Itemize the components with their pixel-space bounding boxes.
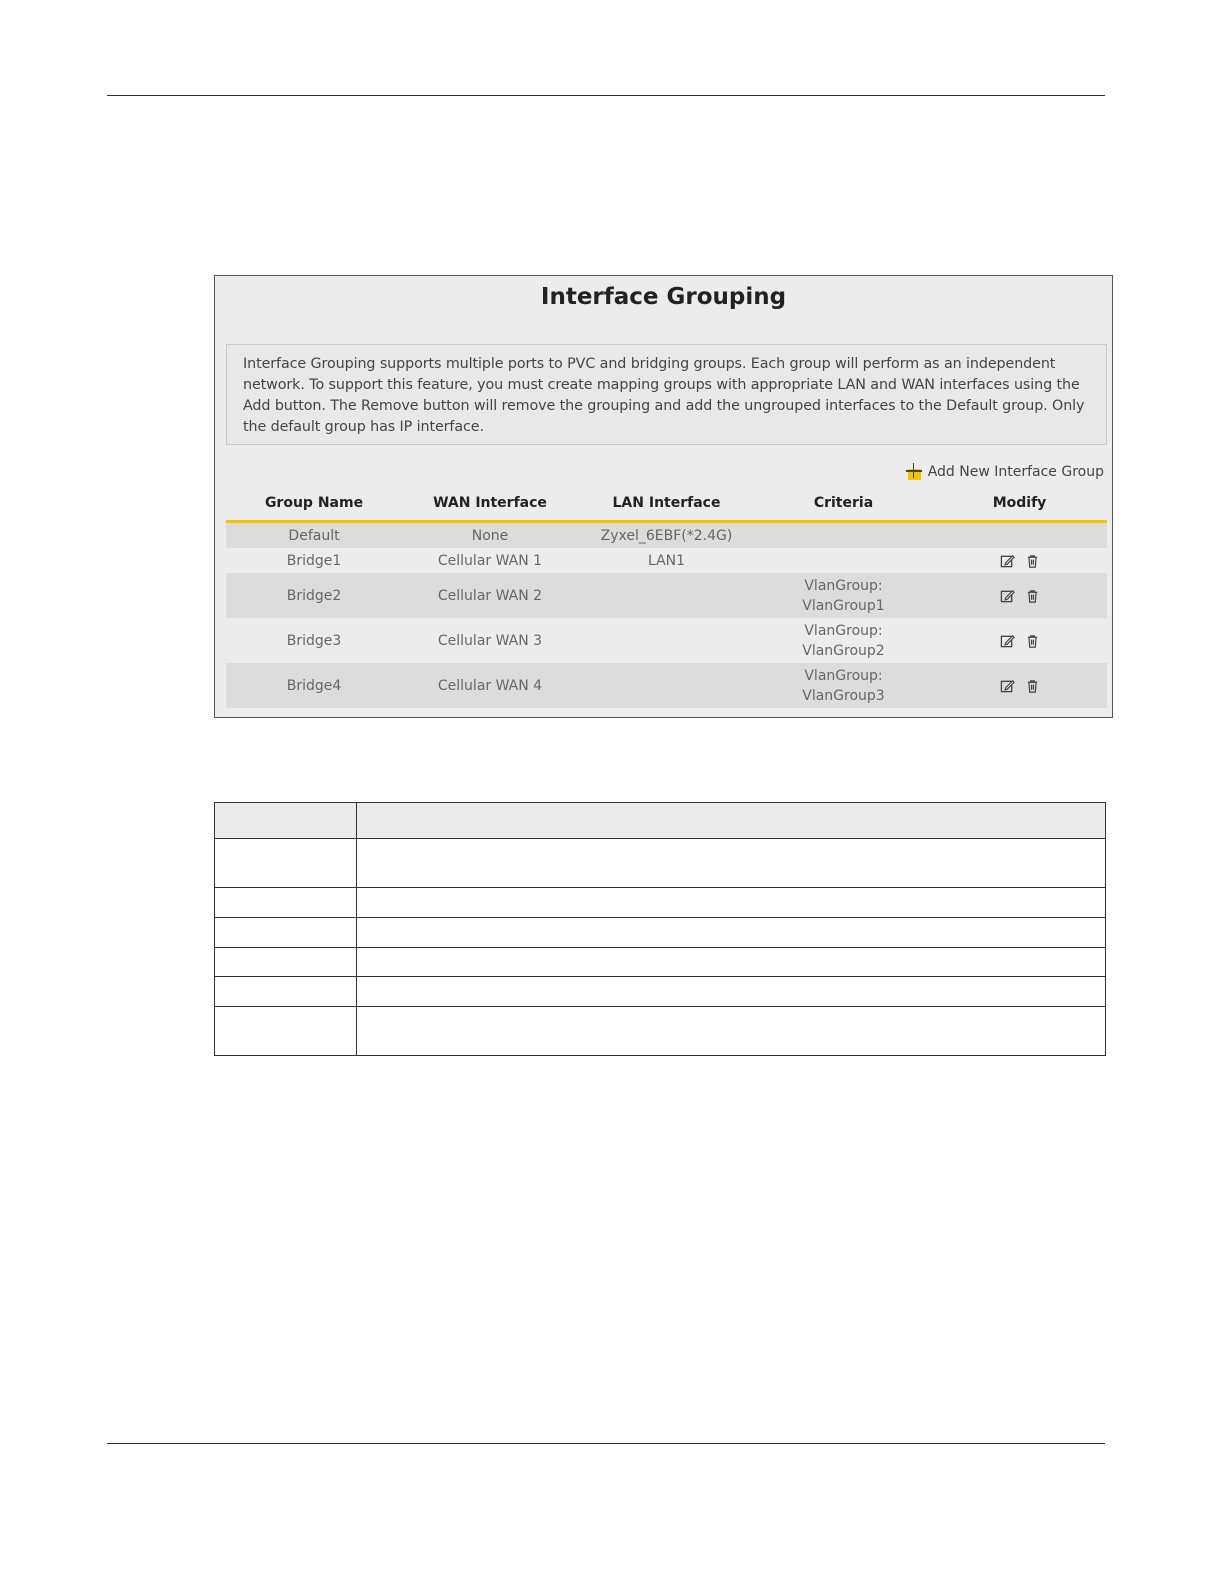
- plus-icon: [906, 463, 924, 481]
- col-modify: Modify: [992, 495, 1047, 511]
- group-name: Bridge1: [286, 552, 342, 569]
- table-row: [215, 888, 1106, 918]
- col-wan-interface: WAN Interface: [433, 495, 547, 511]
- criteria: [755, 576, 932, 616]
- criteria-line-1: VlanGroup:: [804, 577, 883, 594]
- table-row: [226, 663, 1107, 708]
- table-row: [215, 977, 1106, 1007]
- criteria-line-2: VlanGroup3: [802, 687, 885, 704]
- criteria-line-2: VlanGroup2: [802, 642, 885, 659]
- modify: [932, 633, 1107, 649]
- trash-icon[interactable]: [1025, 588, 1040, 604]
- table-row: [226, 573, 1107, 618]
- criteria-line-1: VlanGroup:: [804, 622, 883, 639]
- criteria: [755, 621, 932, 661]
- footer-rule: [107, 1443, 1105, 1444]
- group-name: Bridge2: [286, 587, 342, 604]
- edit-icon[interactable]: [1000, 633, 1015, 649]
- panel-title: Interface Grouping: [540, 284, 787, 310]
- criteria-line-2: VlanGroup1: [802, 597, 885, 614]
- wan-interface: None: [471, 527, 509, 544]
- trash-icon[interactable]: [1025, 633, 1040, 649]
- table-row: [215, 839, 1106, 888]
- wan-interface: Cellular WAN 4: [437, 677, 543, 694]
- trash-icon[interactable]: [1025, 553, 1040, 569]
- table-row: [226, 618, 1107, 663]
- group-table: [226, 486, 1107, 708]
- description-text: Interface Grouping supports multiple ports to PVC and bridging groups. Each group will perform as an independent network. To support this feature, you must create mapping groups with appropriate LAN and WAN interfaces using the Add button. The Remove button will remove the grouping and add the ungrouped interfaces to the Default group. Only the default group has IP interface.: [243, 356, 1085, 435]
- description-box: [226, 344, 1107, 445]
- add-label: Add New Interface Group: [927, 464, 1104, 480]
- wan-interface: Cellular WAN 2: [437, 587, 543, 604]
- table-header-row: [215, 803, 1106, 839]
- col-group-name: Group Name: [264, 495, 364, 511]
- table-row: [215, 1007, 1106, 1056]
- edit-icon[interactable]: [1000, 588, 1015, 604]
- field-description-table: [214, 802, 1106, 1056]
- table-row: [226, 523, 1107, 548]
- table-row: [226, 548, 1107, 573]
- lan-interface: LAN1: [647, 552, 686, 569]
- criteria: [755, 666, 932, 706]
- table-row: [215, 918, 1106, 948]
- group-name: Bridge4: [286, 677, 342, 694]
- header-cell: [215, 803, 357, 839]
- group-name: Default: [288, 527, 340, 544]
- col-criteria: Criteria: [813, 495, 874, 511]
- interface-grouping-screenshot: [214, 275, 1113, 718]
- wan-interface: Cellular WAN 1: [437, 552, 543, 569]
- table-header: [226, 486, 1107, 523]
- header-rule: [107, 95, 1105, 96]
- table-row: [215, 948, 1106, 977]
- edit-icon[interactable]: [1000, 678, 1015, 694]
- modify: [932, 588, 1107, 604]
- trash-icon[interactable]: [1025, 678, 1040, 694]
- edit-icon[interactable]: [1000, 553, 1015, 569]
- col-lan-interface: LAN Interface: [612, 495, 721, 511]
- group-name: Bridge3: [286, 632, 342, 649]
- header-cell: [357, 803, 1106, 839]
- modify: [932, 678, 1107, 694]
- lan-interface: Zyxel_6EBF(*2.4G): [600, 527, 733, 544]
- modify: [932, 553, 1107, 569]
- criteria-line-1: VlanGroup:: [804, 667, 883, 684]
- wan-interface: Cellular WAN 3: [437, 632, 543, 649]
- add-new-interface-group-button[interactable]: [906, 462, 1104, 482]
